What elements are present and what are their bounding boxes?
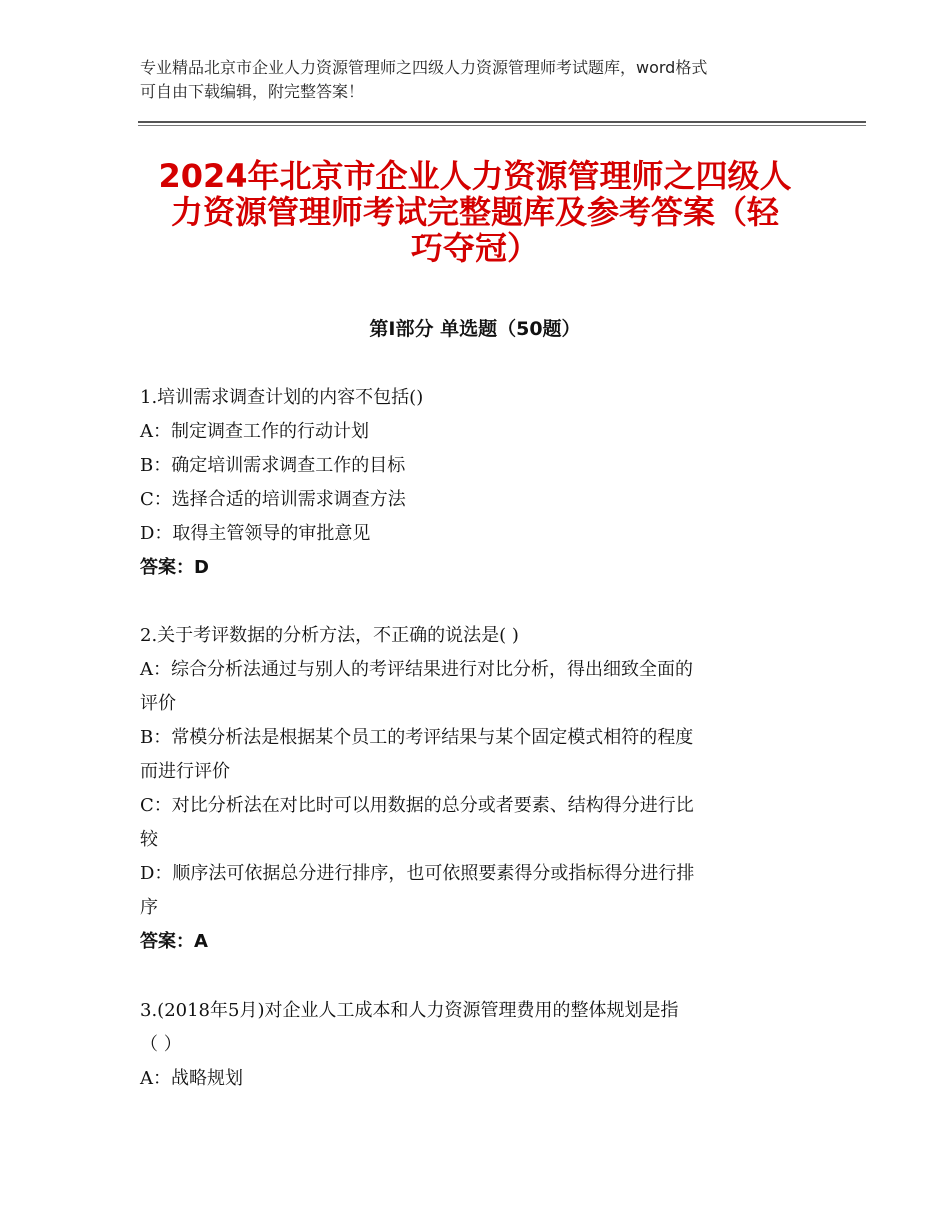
question-1	[140, 381, 820, 585]
question-stem: 1.培训需求调查计划的内容不包括()	[140, 387, 424, 408]
answer: 答案：A	[140, 931, 208, 952]
title-line: 力资源管理师考试完整题库及参考答案（轻	[170, 193, 779, 231]
option-a: A：战略规划	[140, 1068, 243, 1089]
header-note-line: 可自由下载编辑，附完整答案！	[140, 82, 365, 101]
option-b: B：确定培训需求调查工作的目标	[140, 455, 406, 476]
title-line: 巧夺冠）	[410, 229, 539, 267]
question-stem: 3.(2018年5月)对企业人工成本和人力资源管理费用的整体规划是指	[140, 1000, 679, 1021]
question-3	[140, 994, 820, 1096]
option-c: C：对比分析法在对比时可以用数据的总分或者要素、结构得分进行比	[140, 795, 694, 816]
option-b-cont: 而进行评价	[140, 761, 230, 782]
option-c-cont: 较	[140, 829, 158, 850]
title-line: 2024年北京市企业人力资源管理师之四级人	[158, 157, 792, 195]
option-b: B：常模分析法是根据某个员工的考评结果与某个固定模式相符的程度	[140, 727, 694, 748]
option-d: D：取得主管领导的审批意见	[140, 523, 371, 544]
question-2	[140, 619, 820, 959]
option-d-cont: 序	[140, 897, 158, 918]
option-a-cont: 评价	[140, 693, 176, 714]
option-c: C：选择合适的培训需求调查方法	[140, 489, 406, 510]
document-title	[138, 158, 812, 266]
answer: 答案：D	[140, 557, 209, 578]
question-stem-cont: （ ）	[140, 1034, 182, 1055]
section-heading: 第Ⅰ部分 单选题（50题）	[369, 318, 581, 340]
option-a: A：制定调查工作的行动计划	[140, 421, 369, 442]
question-stem: 2.关于考评数据的分析方法，不正确的说法是( )	[140, 625, 519, 646]
header-note	[140, 56, 820, 104]
option-d: D：顺序法可依据总分进行排序，也可依照要素得分或指标得分进行排	[140, 863, 695, 884]
option-a: A：综合分析法通过与别人的考评结果进行对比分析，得出细致全面的	[140, 659, 693, 680]
header-divider	[138, 121, 866, 123]
header-divider	[138, 125, 866, 126]
header-note-line: 专业精品北京市企业人力资源管理师之四级人力资源管理师考试题库，word格式	[140, 58, 708, 77]
